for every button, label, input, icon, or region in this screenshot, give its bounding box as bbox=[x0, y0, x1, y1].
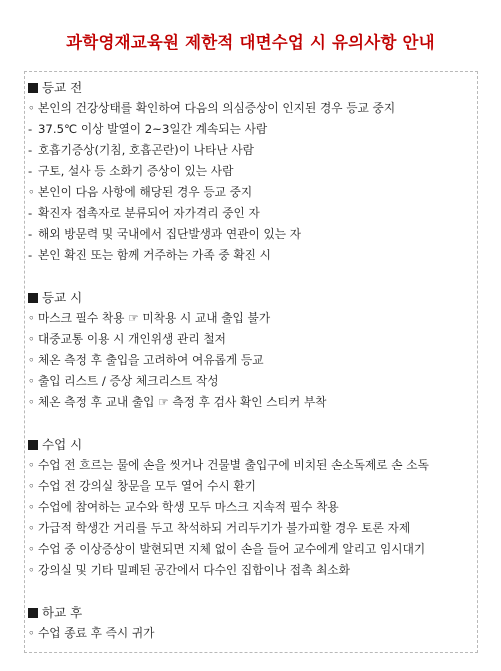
list-item bbox=[28, 560, 476, 581]
list-item-bullet: ◦ bbox=[28, 332, 35, 346]
section-heading-label: 등교 시 bbox=[42, 290, 83, 305]
list-item-text: 본인이 다음 사항에 해당된 경우 등교 중지 bbox=[38, 185, 253, 199]
section-heading-label: 등교 전 bbox=[42, 80, 83, 95]
list-item bbox=[28, 98, 476, 119]
notice-section bbox=[28, 434, 476, 581]
list-item bbox=[28, 119, 476, 140]
list-item-bullet: ◦ bbox=[28, 626, 35, 640]
section-heading bbox=[28, 77, 476, 98]
list-item bbox=[28, 455, 476, 476]
list-item-bullet: - bbox=[28, 122, 33, 136]
list-item-text: 구토, 설사 등 소화기 증상이 있는 사람 bbox=[38, 164, 234, 178]
list-item-bullet: ◦ bbox=[28, 542, 35, 556]
list-item-bullet: - bbox=[28, 164, 33, 178]
section-heading-label: 수업 시 bbox=[42, 437, 83, 452]
list-item-text: 37.5℃ 이상 발열이 2~3일간 계속되는 사람 bbox=[38, 122, 268, 136]
list-item bbox=[28, 245, 476, 266]
list-item-text: 강의실 및 기타 밀폐된 공간에서 다수인 집합이나 접촉 최소화 bbox=[38, 563, 350, 577]
list-item bbox=[28, 329, 476, 350]
list-item-bullet: - bbox=[28, 206, 33, 220]
list-item bbox=[28, 308, 476, 329]
square-bullet-icon bbox=[28, 83, 38, 93]
list-item-text: 수업 전 강의실 창문을 모두 열어 수시 환기 bbox=[38, 479, 256, 493]
list-item-text: 해외 방문력 및 국내에서 집단발생과 연관이 있는 자 bbox=[38, 227, 302, 241]
list-item-bullet: ◦ bbox=[28, 311, 35, 325]
list-item-text: 체온 측정 후 출입을 고려하여 여유롭게 등교 bbox=[38, 353, 264, 367]
list-item bbox=[28, 350, 476, 371]
list-item-bullet: ◦ bbox=[28, 185, 35, 199]
square-bullet-icon bbox=[28, 608, 38, 618]
list-item-text: 체온 측정 후 교내 출입 ☞ 측정 후 검사 확인 스티커 부착 bbox=[38, 395, 327, 409]
list-item bbox=[28, 623, 476, 644]
list-item-bullet: ◦ bbox=[28, 563, 35, 577]
list-item-text: 마스크 필수 착용 ☞ 미착용 시 교내 출입 불가 bbox=[38, 311, 271, 325]
page-title: 과학영재교육원 제한적 대면수업 시 유의사항 안내 bbox=[66, 33, 435, 52]
list-item-text: 확진자 접촉자로 분류되어 자가격리 중인 자 bbox=[38, 206, 260, 220]
list-item-text: 가급적 학생간 거리를 두고 착석하되 거리두기가 불가피할 경우 토론 자제 bbox=[38, 521, 411, 535]
list-item-text: 호흡기증상(기침, 호흡곤란)이 나타난 사람 bbox=[38, 143, 254, 157]
list-item-bullet: - bbox=[28, 248, 33, 262]
section-heading bbox=[28, 287, 476, 308]
list-item-bullet: - bbox=[28, 227, 33, 241]
list-item-bullet: ◦ bbox=[28, 500, 35, 514]
list-item-text: 수업 전 흐르는 물에 손을 씻거나 건물별 출입구에 비치된 손소독제로 손 소독 bbox=[38, 458, 429, 472]
list-item bbox=[28, 224, 476, 245]
list-item-bullet: ◦ bbox=[28, 458, 35, 472]
section-heading bbox=[28, 602, 476, 623]
list-item bbox=[28, 497, 476, 518]
notice-section bbox=[28, 602, 476, 644]
notice-section bbox=[28, 77, 476, 266]
list-item-bullet: - bbox=[28, 143, 33, 157]
list-item-bullet: ◦ bbox=[28, 395, 35, 409]
list-item-text: 수업에 참여하는 교수와 학생 모두 마스크 지속적 필수 착용 bbox=[38, 500, 339, 514]
list-item-text: 출입 리스트 / 증상 체크리스트 작성 bbox=[38, 374, 219, 388]
list-item bbox=[28, 161, 476, 182]
list-item bbox=[28, 518, 476, 539]
list-item-text: 대중교통 이용 시 개인위생 관리 철저 bbox=[38, 332, 226, 346]
notice-section bbox=[28, 287, 476, 413]
list-item bbox=[28, 182, 476, 203]
list-item bbox=[28, 476, 476, 497]
list-item-bullet: ◦ bbox=[28, 479, 35, 493]
list-item-bullet: ◦ bbox=[28, 101, 35, 115]
list-item bbox=[28, 539, 476, 560]
list-item-text: 본인 확진 또는 함께 거주하는 가족 중 확진 시 bbox=[38, 248, 271, 262]
list-item bbox=[28, 392, 476, 413]
list-item-text: 본인의 건강상태를 확인하여 다음의 의심증상이 인지된 경우 등교 중지 bbox=[38, 101, 396, 115]
list-item-bullet: ◦ bbox=[28, 353, 35, 367]
square-bullet-icon bbox=[28, 440, 38, 450]
square-bullet-icon bbox=[28, 293, 38, 303]
list-item bbox=[28, 140, 476, 161]
list-item-bullet: ◦ bbox=[28, 374, 35, 388]
notice-content bbox=[28, 77, 476, 644]
section-heading bbox=[28, 434, 476, 455]
section-heading-label: 하교 후 bbox=[42, 605, 83, 620]
list-item bbox=[28, 203, 476, 224]
list-item-text: 수업 중 이상증상이 발현되면 지체 없이 손을 들어 교수에게 알리고 임시대기 bbox=[38, 542, 426, 556]
list-item bbox=[28, 371, 476, 392]
list-item-text: 수업 종료 후 즉시 귀가 bbox=[38, 626, 155, 640]
list-item-bullet: ◦ bbox=[28, 521, 35, 535]
